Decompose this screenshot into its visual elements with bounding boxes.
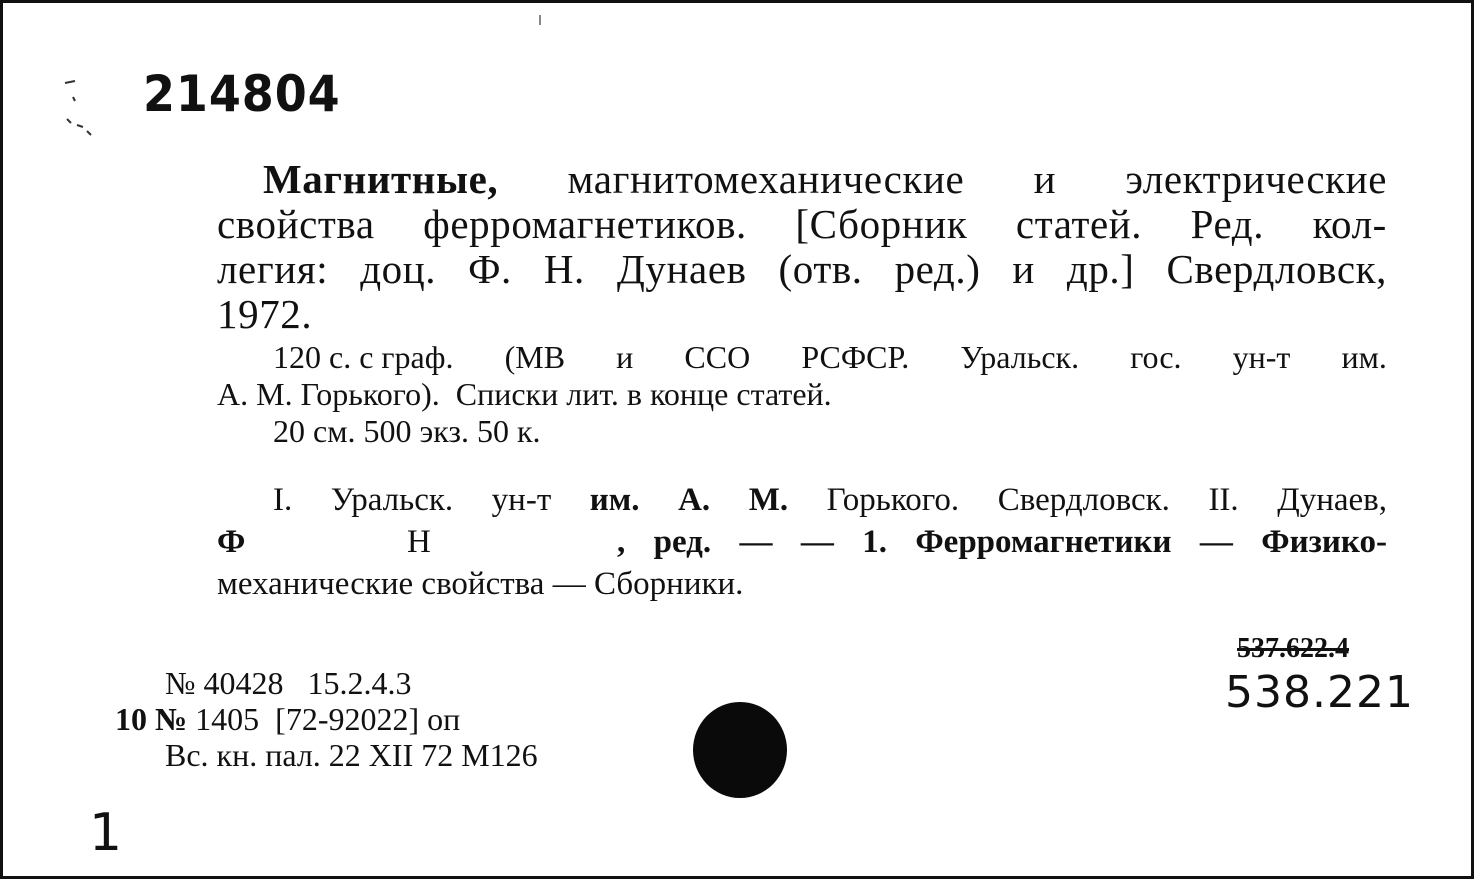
subject-headings xyxy=(217,479,1387,605)
notes-word: им. xyxy=(1341,339,1387,375)
title-line xyxy=(217,157,1387,202)
title-word: свойства xyxy=(217,201,375,247)
subject-word: II. xyxy=(1208,482,1239,518)
subject-initial: Ф xyxy=(217,524,246,560)
classification-new: 538.221 xyxy=(1225,667,1414,718)
punch-hole xyxy=(693,702,787,798)
title-line xyxy=(217,247,1387,292)
title-word: Магнитные, xyxy=(263,156,499,202)
subject-word: Уральск. xyxy=(330,482,454,518)
title-word: ред.) xyxy=(894,246,981,292)
title-word: др.] xyxy=(1066,246,1135,292)
notes-word: 120 с. с граф. xyxy=(273,339,454,375)
subject-initial: Н xyxy=(407,524,431,560)
publication-year: 1972. xyxy=(217,291,313,337)
title-line xyxy=(217,202,1387,247)
catalog-line xyxy=(115,701,538,737)
classification-old: 537.622.4 xyxy=(1237,633,1349,664)
handwritten-tick-marks xyxy=(61,75,101,145)
notes-word: и xyxy=(616,339,634,375)
title-word: Дунаев xyxy=(616,246,747,292)
title-word: легия: xyxy=(217,246,329,292)
notes-word: ун-т xyxy=(1232,339,1291,375)
notes-line xyxy=(217,339,1387,376)
subject-word: Горького. xyxy=(826,482,960,518)
subject-line xyxy=(217,479,1387,521)
subject-text: , ред. — — 1. Ферромагнетики — Физико- xyxy=(617,524,1387,560)
subject-word: Дунаев, xyxy=(1277,482,1387,518)
notes-word: ССО xyxy=(684,339,751,375)
scan-mark xyxy=(539,15,541,25)
title-word: доц. xyxy=(360,246,437,292)
corner-mark: 1 xyxy=(89,803,123,863)
catalog-line: № 40428 15.2.4.3 xyxy=(165,665,412,701)
notes-word: (МВ xyxy=(504,339,566,375)
title-word: и xyxy=(1012,246,1035,292)
title-word: Н. xyxy=(543,246,585,292)
notes-word: РСФСР. xyxy=(801,339,910,375)
subject-word: М. xyxy=(748,482,789,518)
catalog-prefix: 10 № xyxy=(115,701,188,737)
catalog-line: Вс. кн. пал. 22 XII 72 М126 xyxy=(165,737,538,773)
title-word: магнитомеханические xyxy=(567,156,965,202)
title-word: кол- xyxy=(1312,201,1387,247)
notes-word: гос. xyxy=(1130,339,1182,375)
title-block xyxy=(217,157,1387,337)
subject-word: ун-т xyxy=(491,482,552,518)
title-line xyxy=(217,292,1387,337)
subject-word: А. xyxy=(678,482,711,518)
physical-description xyxy=(217,339,1387,450)
title-word: Свердловск, xyxy=(1166,246,1387,292)
title-word: ферромагнетиков. xyxy=(423,201,747,247)
title-word: [Сборник xyxy=(795,201,968,247)
title-word: Ред. xyxy=(1190,201,1265,247)
title-word: статей. xyxy=(1015,201,1143,247)
notes-line: А. М. Горького). Списки лит. в конце статей. xyxy=(217,376,832,412)
catalog-text: 1405 [72-92022] оп xyxy=(187,701,461,737)
subject-word: Свердловск. xyxy=(997,482,1170,518)
notes-word: Уральск. xyxy=(960,339,1080,375)
title-word: (отв. xyxy=(778,246,863,292)
subject-line xyxy=(217,521,1387,563)
subject-word: им. xyxy=(589,482,640,518)
title-word: электрические xyxy=(1125,156,1387,202)
catalog-record xyxy=(115,665,538,773)
subject-word: I. xyxy=(273,482,293,518)
notes-line: 20 см. 500 экз. 50 к. xyxy=(273,413,541,449)
title-word: и xyxy=(1033,156,1057,202)
inventory-number: 214804 xyxy=(143,65,341,123)
title-word: Ф. xyxy=(468,246,512,292)
subject-line: механические свойства — Сборники. xyxy=(217,566,744,602)
